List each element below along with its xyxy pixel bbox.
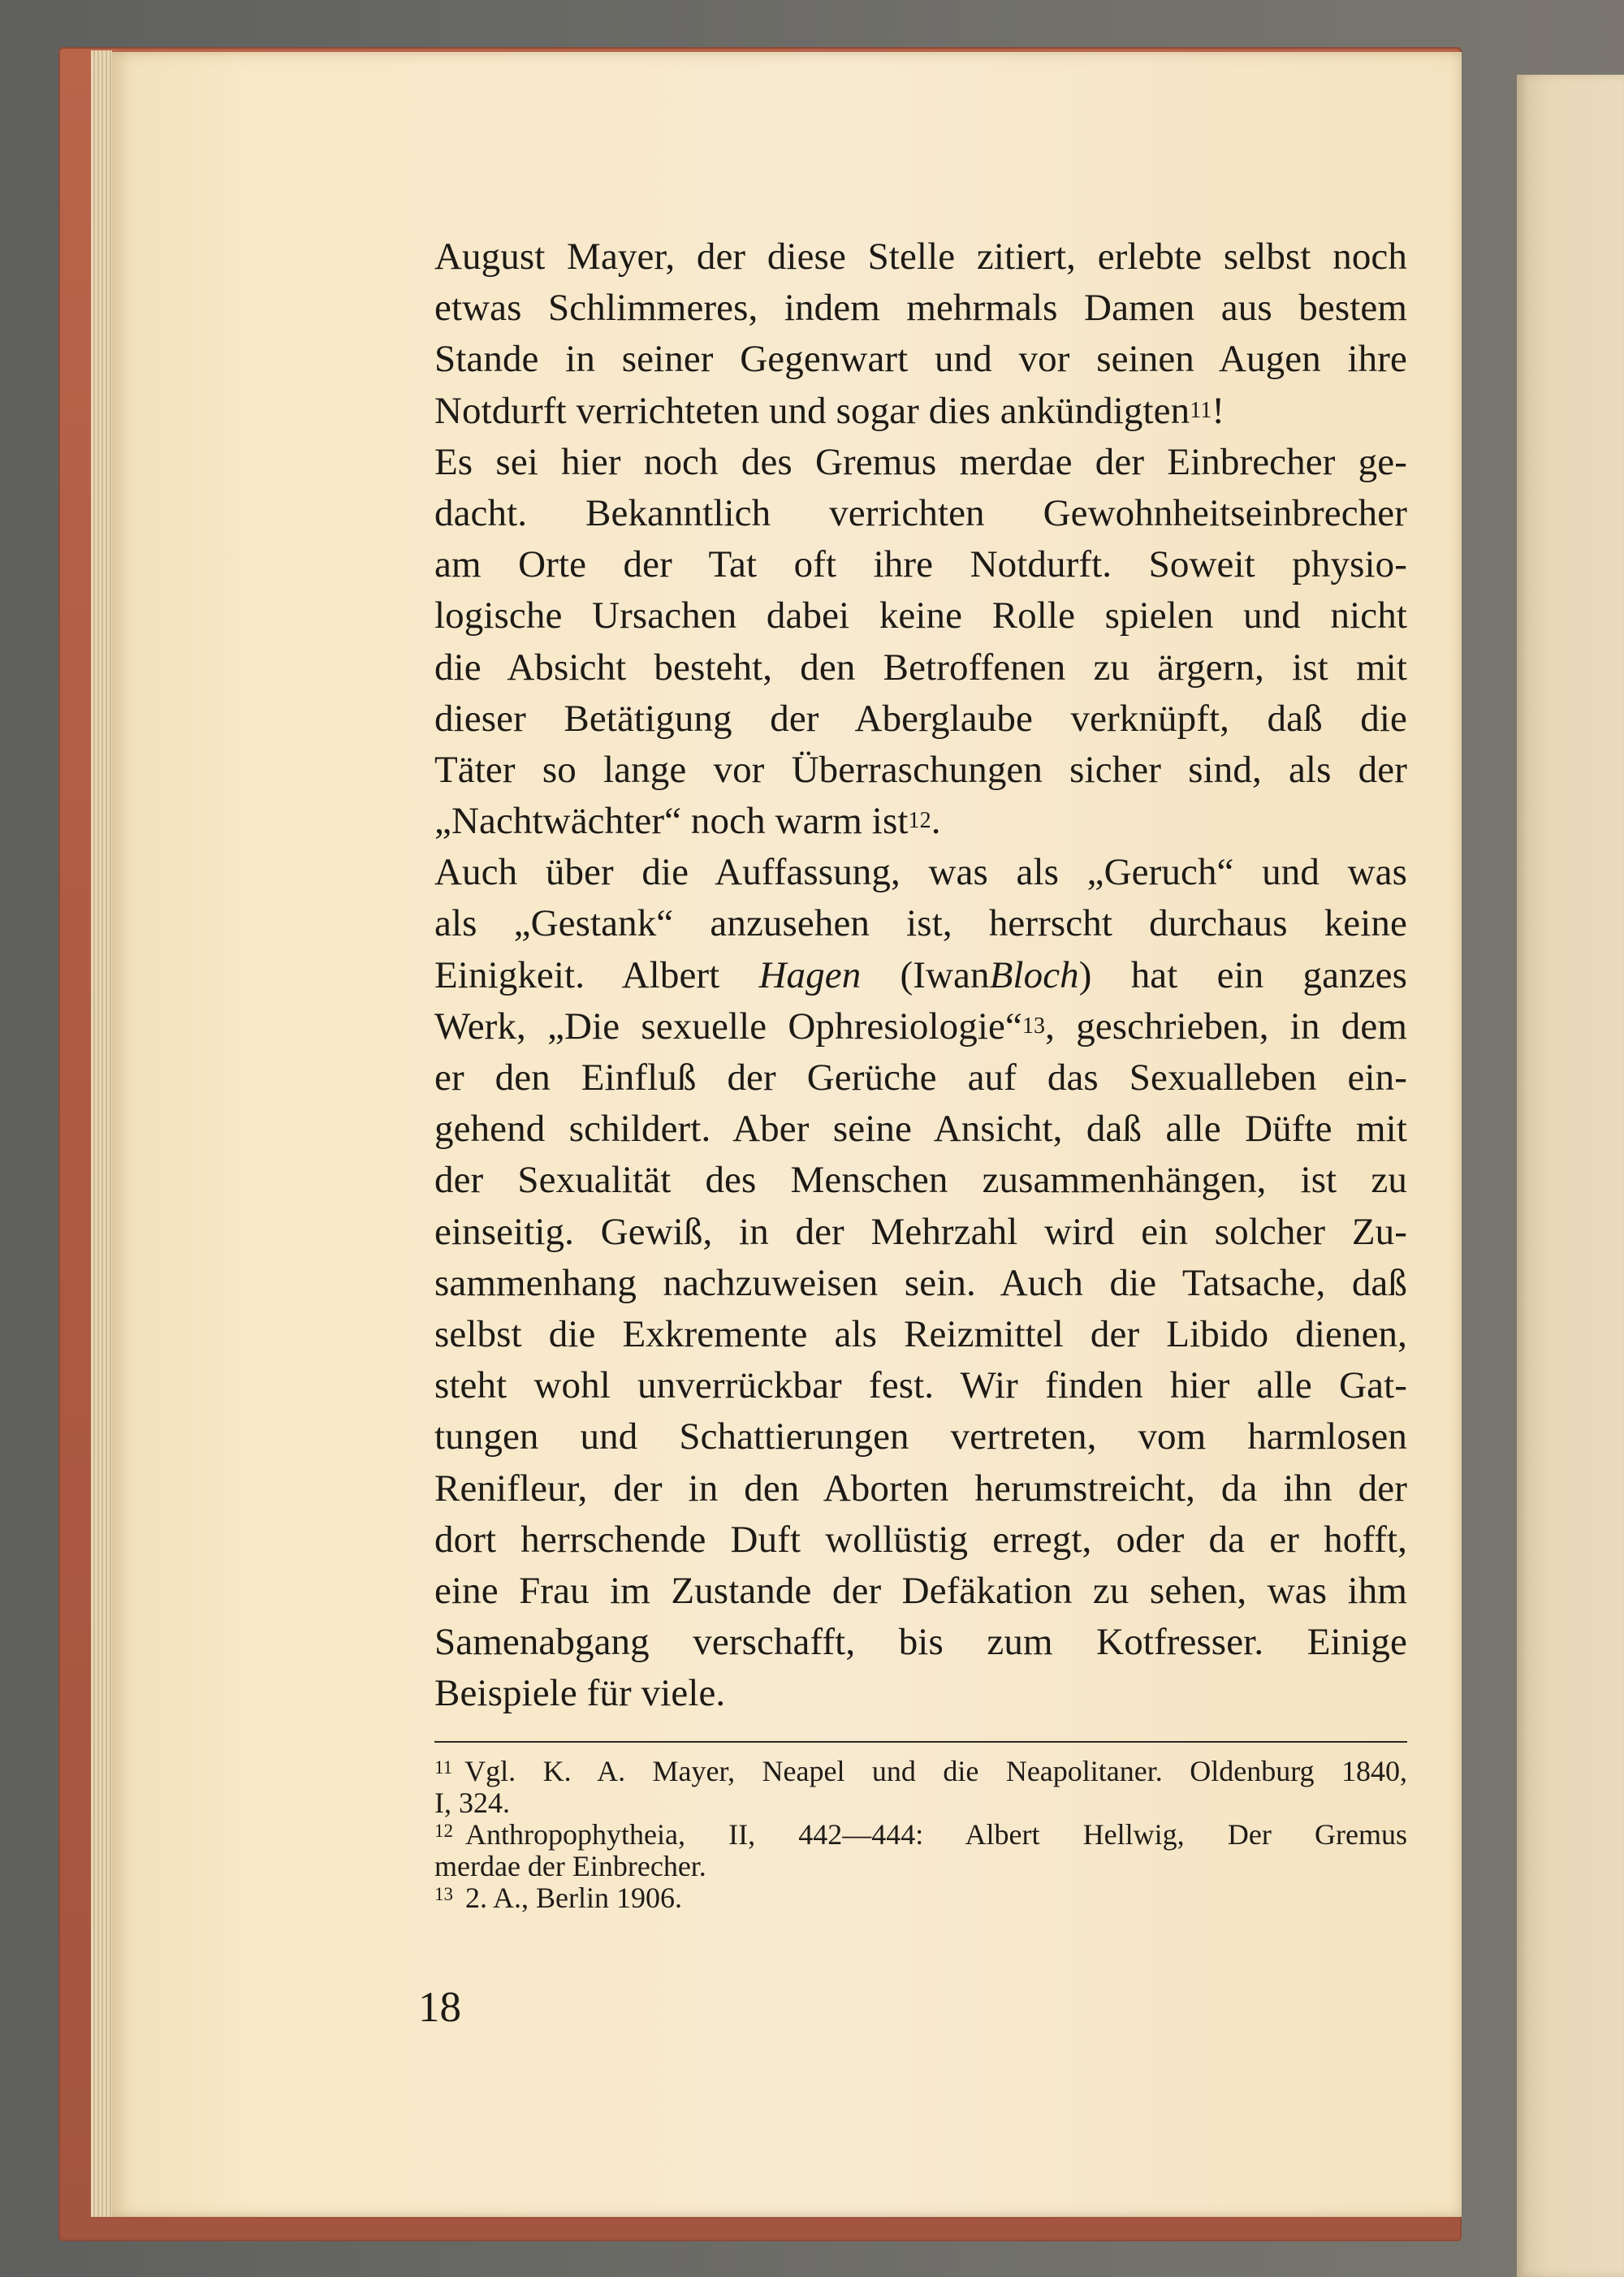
page-number: 18 xyxy=(418,1984,461,2031)
text-line: er den Einfluß der Gerüche auf das Sexualleben ein- xyxy=(434,1056,1407,1099)
text-line: Samenabgang verschafft, bis zum Kotfresser. Einige xyxy=(434,1621,1407,1664)
footnote-ref-12: 12 xyxy=(908,808,931,834)
main-text-block xyxy=(434,231,1407,1719)
footnote-12-line-1 xyxy=(434,1819,1407,1851)
italic-name-bloch: Bloch xyxy=(989,953,1079,996)
footnote-number: 11 xyxy=(434,1757,453,1778)
text-fragment: ) hat ein ganzes xyxy=(1078,953,1407,996)
text-line: Beispiele für viele. xyxy=(434,1672,726,1715)
text-line: steht wohl unverrückbar fest. Wir finden hier alle Gat- xyxy=(434,1364,1407,1407)
text-line: als „Gestank“ anzusehen ist, herrscht durchaus keine xyxy=(434,902,1407,945)
text-line-with-footnote-ref xyxy=(434,796,1407,847)
text-line-with-footnote-ref xyxy=(434,1001,1407,1052)
text-line: der Sexualität des Menschen zusammenhängen, ist zu xyxy=(434,1159,1407,1202)
text-line: Täter so lange vor Überraschungen sicher sind, als der xyxy=(434,748,1407,791)
italic-name-hagen: Hagen xyxy=(758,953,862,996)
text-line: dort herrschende Duft wollüstig erregt, oder da er hofft, xyxy=(434,1518,1407,1561)
text-line: Auch über die Auffassung, was als „Geruch“ und was xyxy=(434,851,1407,894)
text-fragment: Einigkeit. Albert xyxy=(434,953,720,996)
text-line: tungen und Schattierungen vertreten, vom harmlosen xyxy=(434,1415,1407,1458)
text-line: August Mayer, der diese Stelle zitiert, erlebte selbst noch xyxy=(434,235,1407,278)
text-line: Es sei hier noch des Gremus merdae der Einbrecher ge- xyxy=(434,440,1407,483)
footnotes-block xyxy=(434,1756,1407,1914)
text-fragment: , geschrieben, in dem xyxy=(1045,1005,1407,1048)
text-fragment: „Nachtwächter“ noch warm ist xyxy=(434,800,909,843)
footnote-11-line-1 xyxy=(434,1756,1407,1787)
text-line-with-italics xyxy=(434,950,1407,1001)
text-fragment: Notdurft verrichteten und sogar dies ankündigten xyxy=(434,389,1190,432)
text-punctuation: . xyxy=(931,800,941,843)
footnote-13-line-1 xyxy=(434,1882,1407,1914)
footnote-12-line-2: merdae der Einbrecher. xyxy=(434,1850,706,1882)
footnote-text: 2. A., Berlin 1906. xyxy=(465,1882,682,1914)
footnote-number: 13 xyxy=(434,1884,453,1904)
text-line: dieser Betätigung der Aberglaube verknüpft, daß die xyxy=(434,697,1407,740)
footnote-ref-13: 13 xyxy=(1021,1013,1046,1039)
text-line: logische Ursachen dabei keine Rolle spielen und nicht xyxy=(434,594,1407,637)
adjacent-page-edge xyxy=(1517,75,1624,2277)
text-punctuation: ! xyxy=(1212,389,1225,432)
footnote-11-line-2: I, 324. xyxy=(434,1787,510,1819)
footnote-text: Anthropophytheia, II, 442—444: Albert Hellwig, Der Gremus xyxy=(465,1818,1407,1851)
footnote-divider xyxy=(434,1741,1407,1743)
text-line: selbst die Exkremente als Reizmittel der Libido dienen, xyxy=(434,1312,1407,1355)
text-line: die Absicht besteht, den Betroffenen zu ärgern, ist mit xyxy=(434,646,1407,689)
page-edge-stack xyxy=(91,50,112,2217)
text-fragment: Werk, „Die sexuelle Ophresiologie“ xyxy=(434,1005,1022,1048)
text-line: etwas Schlimmeres, indem mehrmals Damen aus bestem xyxy=(434,287,1407,330)
footnote-text: Vgl. K. A. Mayer, Neapel und die Neapolitaner. Oldenburg 1840, xyxy=(464,1755,1407,1787)
text-line: Stande in seiner Gegenwart und vor seinen Augen ihre xyxy=(434,338,1407,381)
text-fragment: (Iwan xyxy=(900,953,990,996)
text-line-with-footnote-ref xyxy=(434,386,1407,437)
footnote-number: 12 xyxy=(434,1821,453,1841)
text-line: sammenhang nachzuweisen sein. Auch die Tatsache, daß xyxy=(434,1261,1407,1304)
text-line: gehend schildert. Aber seine Ansicht, daß alle Düfte mit xyxy=(434,1108,1407,1151)
text-line: am Orte der Tat oft ihre Notdurft. Soweit physio- xyxy=(434,543,1407,586)
text-line: Renifleur, der in den Aborten herumstreicht, da ihn der xyxy=(434,1467,1407,1510)
text-line: einseitig. Gewiß, in der Mehrzahl wird ein solcher Zu- xyxy=(434,1210,1407,1253)
footnote-ref-11: 11 xyxy=(1190,397,1212,423)
text-line: dacht. Bekanntlich verrichten Gewohnheitseinbrecher xyxy=(434,491,1407,534)
text-line: eine Frau im Zustande der Defäkation zu sehen, was ihm xyxy=(434,1569,1407,1612)
